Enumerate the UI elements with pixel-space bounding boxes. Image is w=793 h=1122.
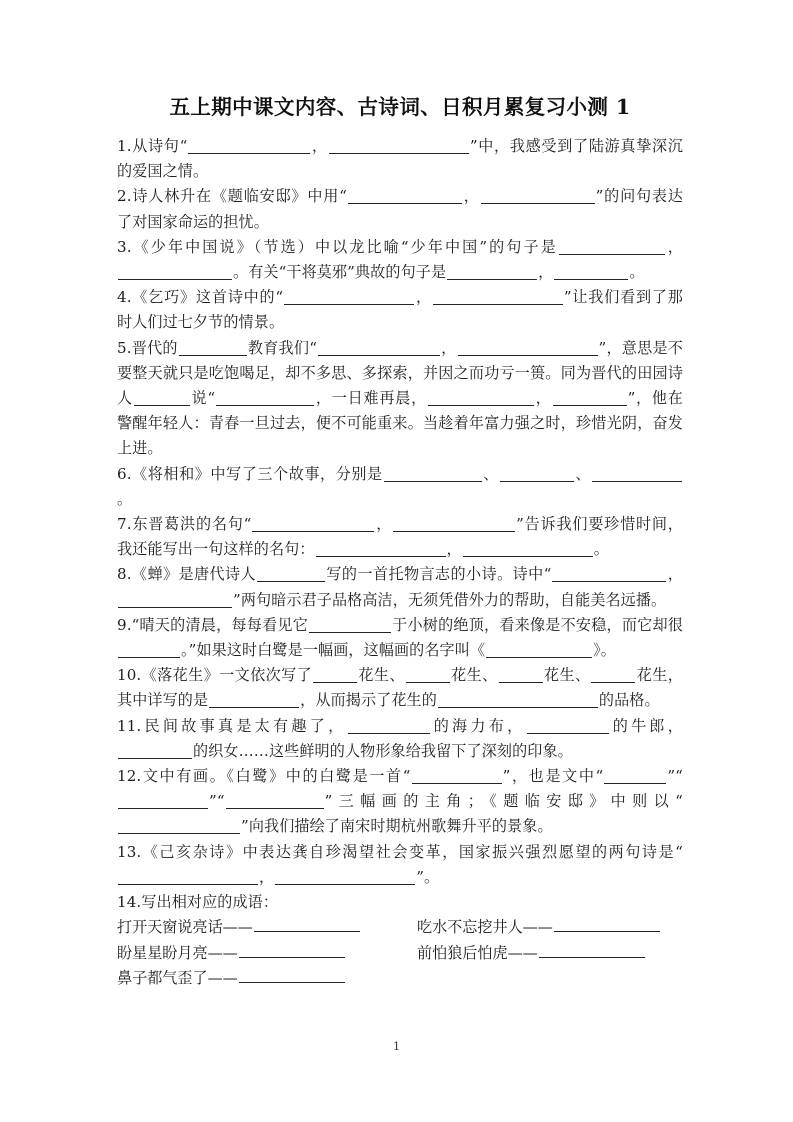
idiom-dash: —— — [507, 943, 538, 962]
answer-blank[interactable] — [499, 667, 543, 683]
answer-blank[interactable] — [118, 818, 240, 834]
question-text: 。”如果这时白鹭是一幅画，这幅画的名字叫《 — [181, 641, 486, 660]
answer-blank[interactable] — [318, 340, 440, 356]
question-number: 11. — [117, 716, 142, 735]
question-text: ，一日难再晨， — [315, 389, 428, 408]
question-text: 晋代的 — [131, 338, 178, 357]
answer-blank[interactable] — [591, 667, 635, 683]
question-text: 东晋葛洪的名句“ — [131, 515, 252, 534]
question-3 — [117, 235, 683, 285]
answer-blank[interactable] — [348, 718, 430, 734]
idiom-section-prompt-text: 写出相对应的成语： — [141, 893, 279, 912]
document-body — [117, 92, 683, 991]
question-text: 花生，其中详写的是 — [117, 666, 683, 710]
idiom-row — [117, 915, 683, 940]
idiom-answer-blank[interactable] — [254, 916, 360, 932]
question-text: ”中，我感受到了陆游真挚深沉的爱国之情。 — [117, 137, 683, 181]
question-text: 的牛郎， — [609, 716, 683, 735]
question-text: ”告诉我们要珍惜时间，我还能写出一句这样的名句： — [117, 515, 683, 559]
idiom-answer-blank[interactable] — [239, 942, 345, 958]
question-text: ， — [665, 237, 684, 256]
question-text: ， — [667, 565, 683, 584]
idiom-cell-left — [117, 966, 417, 991]
question-8 — [117, 562, 683, 612]
question-text: 。有关“干将莫邪”典故的句子是 — [233, 263, 447, 282]
question-text: ”“ — [209, 792, 225, 811]
question-text: ”，他在警醒年轻人：青春一旦过去，便不可能重来。当趁着年富力强之时，珍惜光阴，奋发上进。 — [117, 389, 683, 458]
answer-blank[interactable] — [438, 692, 598, 708]
idiom-answer-blank[interactable] — [539, 942, 645, 958]
answer-blank[interactable] — [412, 768, 502, 784]
question-text: 于小树的绝顶，看来像是不安稳，而它却很 — [392, 615, 683, 634]
question-text: 写的一首托物言志的小诗。诗中“ — [326, 565, 552, 584]
answer-blank[interactable] — [592, 466, 682, 482]
question-text: 。 — [593, 540, 609, 559]
question-text: ”向我们描绘了南宋时期杭州歌舞升平的景象。 — [241, 817, 553, 836]
answer-blank[interactable] — [553, 390, 627, 406]
idiom-cell-right — [417, 941, 683, 966]
question-text: 、 — [482, 464, 499, 483]
question-text: 的品格。 — [598, 691, 660, 710]
answer-blank[interactable] — [458, 340, 598, 356]
idiom-cell-right — [417, 915, 683, 940]
question-text: ”三幅画的主角；《题临安邸》中则以“ — [324, 792, 683, 811]
question-text: ”。 — [416, 867, 440, 886]
answer-blank[interactable] — [284, 289, 414, 305]
idiom-phrase: 鼻子都气歪了 — [117, 968, 208, 987]
answer-blank[interactable] — [329, 138, 469, 154]
answer-blank[interactable] — [179, 340, 247, 356]
question-12 — [117, 764, 683, 840]
answer-blank[interactable] — [406, 667, 450, 683]
page-number: 1 — [392, 1039, 401, 1053]
answer-blank[interactable] — [559, 239, 665, 255]
question-text: ”的问句表达了对国家命运的担忧。 — [117, 187, 683, 231]
question-9 — [117, 613, 683, 663]
question-number: 2. — [117, 187, 132, 206]
idiom-rows — [117, 915, 683, 991]
idiom-section — [117, 890, 683, 991]
answer-blank[interactable] — [481, 188, 595, 204]
question-text: 的海力布， — [430, 716, 526, 735]
idiom-answer-blank[interactable] — [239, 967, 345, 983]
answer-blank[interactable] — [118, 869, 258, 885]
question-text: ， — [535, 389, 552, 408]
answer-blank[interactable] — [463, 541, 593, 557]
answer-blank[interactable] — [393, 516, 515, 532]
question-number: 3. — [117, 237, 132, 256]
answer-blank[interactable] — [486, 642, 592, 658]
question-text: ”让我们看到了那时人们过七夕节的情景。 — [117, 288, 683, 332]
question-number: 4. — [117, 288, 132, 307]
answer-blank[interactable] — [118, 264, 232, 280]
question-text: 的织女……这些鲜明的人物形象给我留下了深刻的印象。 — [193, 741, 573, 760]
question-2 — [117, 184, 683, 234]
answer-blank[interactable] — [447, 264, 537, 280]
idiom-row — [117, 941, 683, 966]
question-10 — [117, 663, 683, 713]
question-text: 《少年中国说》（节选）中以龙比喻“少年中国”的句子是 — [131, 237, 558, 256]
idiom-dash: —— — [207, 968, 238, 987]
answer-blank[interactable] — [527, 718, 609, 734]
question-text: 《将相和》中写了三个故事，分别是 — [131, 464, 383, 483]
question-text: 说“ — [190, 389, 216, 408]
question-number: 10. — [117, 666, 142, 685]
question-6 — [117, 462, 683, 512]
question-7 — [117, 512, 683, 562]
question-text: ， — [311, 137, 328, 155]
idiom-phrase: 吃水不忘挖井人 — [417, 918, 523, 937]
answer-blank[interactable] — [118, 743, 192, 759]
question-text: 《己亥杂诗》中表达龚自珍渴望社会变革，国家振兴强烈愿望的两句诗是“ — [141, 842, 683, 861]
question-text: 《乞巧》这首诗中的“ — [131, 288, 284, 307]
answer-blank[interactable] — [226, 793, 324, 809]
question-5 — [117, 336, 683, 462]
question-text: “晴天的清晨，每每看见它 — [131, 615, 309, 634]
answer-blank[interactable] — [118, 592, 232, 608]
idiom-cell-left — [117, 941, 417, 966]
idiom-phrase: 打开天窗说亮话 — [117, 918, 223, 937]
idiom-row — [117, 966, 683, 991]
question-text: ”“ — [667, 767, 683, 786]
question-text: ， — [462, 187, 480, 206]
question-text: 、 — [574, 464, 591, 483]
question-text: 花生、 — [358, 666, 405, 685]
answer-blank[interactable] — [552, 566, 666, 582]
question-1 — [117, 134, 683, 184]
question-list — [117, 134, 683, 890]
question-text: 》。 — [593, 641, 616, 660]
question-number: 12. — [117, 767, 142, 786]
answer-blank[interactable] — [348, 188, 462, 204]
question-text: 花生、 — [543, 666, 591, 685]
question-text: ，从而揭示了花生的 — [300, 691, 437, 710]
question-text: 。 — [117, 489, 133, 508]
answer-blank[interactable] — [554, 264, 628, 280]
answer-blank[interactable] — [316, 541, 446, 557]
idiom-phrase: 前怕狼后怕虎 — [417, 943, 508, 962]
answer-blank[interactable] — [309, 617, 391, 633]
idiom-dash: —— — [207, 943, 238, 962]
idiom-dash: —— — [222, 918, 253, 937]
question-11 — [117, 714, 683, 764]
question-text: 教育我们“ — [247, 338, 318, 357]
answer-blank[interactable] — [428, 390, 534, 406]
question-text: 民间故事真是太有趣了， — [141, 716, 347, 735]
answer-blank[interactable] — [313, 667, 357, 683]
question-text: 花生、 — [450, 666, 498, 685]
idiom-section-number: 14. — [117, 893, 142, 912]
answer-blank[interactable] — [500, 466, 574, 482]
question-text: ”，意思是不要整天就只是吃饱喝足，却不多思、多探索，并因之而功亏一篑。同为晋代的田园诗人 — [117, 338, 683, 408]
question-text: ， — [538, 263, 554, 282]
answer-blank[interactable] — [216, 390, 314, 406]
answer-blank[interactable] — [188, 138, 310, 154]
answer-blank[interactable] — [118, 793, 208, 809]
question-13 — [117, 840, 683, 890]
question-text: ， — [375, 515, 393, 534]
answer-blank[interactable] — [209, 692, 299, 708]
idiom-answer-blank[interactable] — [554, 916, 660, 932]
question-text: ， — [441, 338, 457, 357]
question-number: 7. — [117, 515, 132, 534]
answer-blank[interactable] — [252, 516, 374, 532]
idiom-phrase: 盼星星盼月亮 — [117, 943, 208, 962]
question-4 — [117, 285, 683, 335]
question-number: 8. — [117, 565, 132, 584]
question-number: 9. — [117, 615, 132, 634]
question-text: 《落花生》一文依次写了 — [141, 666, 313, 685]
question-number: 5. — [117, 338, 132, 357]
answer-blank[interactable] — [384, 466, 482, 482]
question-text: 《蝉》是唐代诗人 — [131, 565, 257, 584]
question-text: ， — [259, 867, 275, 886]
question-text: ”两句暗示君子品格高洁，无须凭借外力的帮助，自能美名远播。 — [233, 590, 667, 609]
answer-blank[interactable] — [433, 289, 563, 305]
question-text: 文中有画。《白鹭》中的白鹭是一首“ — [141, 767, 411, 786]
question-text: ”，也是文中“ — [502, 767, 604, 786]
question-number: 1. — [117, 137, 132, 155]
question-number: 6. — [117, 464, 132, 483]
idiom-section-prompt — [117, 890, 683, 915]
answer-blank[interactable] — [604, 768, 666, 784]
answer-blank[interactable] — [118, 642, 180, 658]
question-text: 从诗句“ — [131, 137, 188, 155]
question-text: 。 — [629, 263, 645, 282]
question-number: 13. — [117, 842, 142, 861]
question-text: ， — [446, 540, 462, 559]
question-text: ， — [415, 288, 432, 307]
answer-blank[interactable] — [275, 869, 415, 885]
question-text: 诗人林升在《题临安邸》中用“ — [131, 187, 347, 206]
answer-blank[interactable] — [257, 566, 325, 582]
idiom-cell-left — [117, 915, 417, 940]
page-title: 五上期中课文内容、古诗词、日积月累复习小测 1 — [169, 95, 631, 119]
answer-blank[interactable] — [134, 390, 190, 406]
idiom-dash: —— — [522, 918, 553, 937]
